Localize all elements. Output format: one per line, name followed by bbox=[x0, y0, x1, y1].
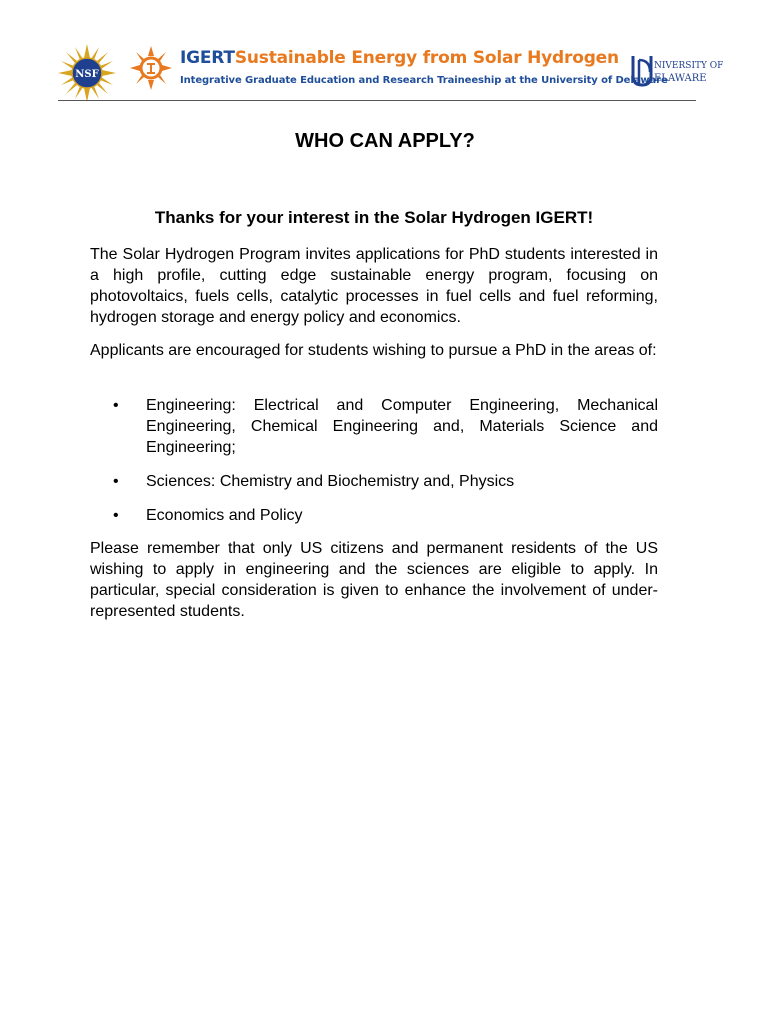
igert-sun-icon bbox=[130, 46, 172, 90]
list-item bbox=[90, 471, 658, 492]
list-item bbox=[90, 395, 658, 458]
areas-list bbox=[90, 395, 658, 526]
svg-text:ELAWARE: ELAWARE bbox=[654, 73, 707, 84]
svg-text:NIVERSITY OF: NIVERSITY OF bbox=[654, 61, 724, 71]
section-subtitle: Thanks for your interest in the Solar Hydrogen IGERT! bbox=[154, 208, 594, 227]
program-title bbox=[180, 48, 619, 68]
university-of-delaware-logo bbox=[630, 54, 724, 88]
list-item-text: Sciences: Chemistry and Biochemistry and, Physics bbox=[146, 473, 515, 490]
program-subtitle: Integrative Graduate Education and Research Traineeship at the University of Delaware bbox=[180, 75, 668, 86]
intro-paragraph: The Solar Hydrogen Program invites applications for PhD students interested in a high profile, cutting edge sustainable energy program, focusing on photovoltaics, fuels cells, catalytic processes in fuel cells and fuel reforming, hydrogen storage and energy policy and economics. bbox=[90, 246, 658, 326]
nsf-logo-text: NSF bbox=[75, 69, 99, 80]
areas-paragraph: Applicants are encouraged for students wishing to pursue a PhD in the areas of: bbox=[90, 342, 657, 359]
eligibility-paragraph: Please remember that only US citizens and permanent residents of the US wishing to apply in engineering and the sciences are eligible to apply. In particular, special consideration is given to enhance the involvement of under-represented students. bbox=[90, 540, 658, 620]
bullet-icon: • bbox=[113, 473, 119, 490]
list-item-text: Economics and Policy bbox=[146, 507, 303, 524]
nsf-logo bbox=[58, 44, 116, 102]
program-title-name: Sustainable Energy from Solar Hydrogen bbox=[234, 48, 619, 68]
bullet-icon: • bbox=[113, 397, 119, 414]
bullet-icon: • bbox=[113, 507, 119, 524]
header-divider bbox=[58, 100, 696, 101]
list-item bbox=[90, 505, 658, 526]
program-title-igert: IGERT bbox=[180, 48, 235, 68]
page-title: WHO CAN APPLY? bbox=[295, 130, 475, 152]
page-header bbox=[0, 0, 770, 104]
list-item-text: Engineering: Electrical and Computer Engineering, Mechanical Engineering, Chemical Engineering and, Materials Science and Engineering; bbox=[146, 397, 658, 456]
